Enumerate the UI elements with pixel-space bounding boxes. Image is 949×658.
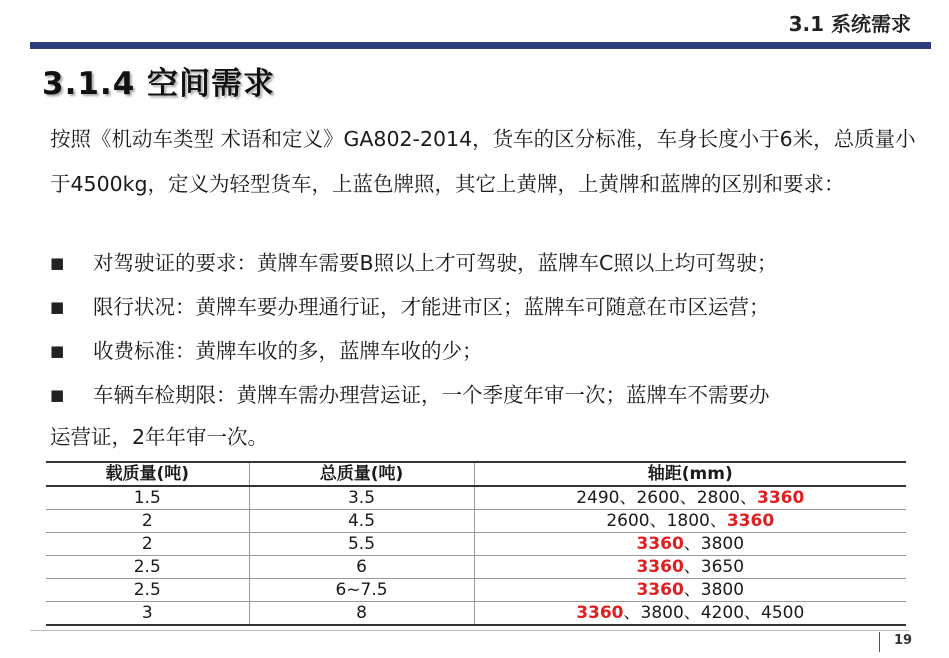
cell-wheelbase — [474, 510, 906, 533]
header-load: 载质量(吨) — [46, 462, 249, 486]
wheelbase-highlight: 3360 — [636, 557, 684, 577]
intro-paragraph: 按照《机动车类型 术语和定义》GA802-2014，货车的区分标准，车身长度小于6米，总质量小于4500kg，定义为轻型货车，上蓝色牌照，其它上黄牌，上黄牌和蓝牌的区别和要求： — [50, 127, 916, 196]
footer-rule — [30, 630, 909, 631]
cell-load: 1.5 — [46, 486, 249, 510]
bullet-square-icon: ■ — [50, 386, 65, 404]
table-row — [46, 579, 906, 602]
wheelbase-text: 、3650 — [683, 557, 745, 577]
wheelbase-text: 2600、1800、 — [606, 511, 727, 531]
wheelbase-text: 、3800 — [683, 580, 745, 600]
cell-wheelbase — [474, 579, 906, 602]
bullet-square-icon: ■ — [50, 254, 65, 272]
cell-wheelbase — [474, 486, 906, 510]
page-number-divider — [879, 632, 880, 652]
header-total: 总质量(吨) — [249, 462, 474, 486]
cell-total: 3.5 — [249, 486, 474, 510]
cell-total: 8 — [249, 602, 474, 626]
cell-load: 3 — [46, 602, 249, 626]
bullet-text: 对驾驶证的要求：黄牌车需要B照以上才可驾驶，蓝牌车C照以上均可驾驶； — [93, 251, 778, 275]
bullet-square-icon: ■ — [50, 342, 65, 360]
spec-table — [46, 461, 906, 626]
cell-wheelbase — [474, 602, 906, 626]
wheelbase-text: 2490、2600、2800、 — [576, 488, 757, 508]
list-item — [50, 329, 930, 373]
page-title: 3.1.4 空间需求 — [42, 66, 276, 102]
cell-load: 2.5 — [46, 579, 249, 602]
bullet-text: 车辆车检期限：黄牌车需办理营运证，一个季度年审一次；蓝牌车不需要办 — [93, 383, 770, 407]
page-number: 19 — [894, 633, 913, 648]
cell-total: 5.5 — [249, 533, 474, 556]
cell-wheelbase — [474, 556, 906, 579]
list-item — [50, 241, 930, 285]
bullet-square-icon: ■ — [50, 298, 65, 316]
table-header-row — [46, 462, 906, 486]
wheelbase-highlight: 3360 — [756, 488, 805, 508]
wheelbase-text: 、3800 — [683, 534, 745, 554]
cell-total: 6~7.5 — [249, 579, 474, 602]
section-label: 3.1 系统需求 — [788, 12, 911, 36]
wheelbase-highlight: 3360 — [636, 580, 684, 600]
table-row — [46, 602, 906, 626]
table-row — [46, 533, 906, 556]
table-row — [46, 556, 906, 579]
bullet-text: 限行状况：黄牌车要办理通行证，才能进市区；蓝牌车可随意在市区运营； — [93, 295, 770, 319]
list-item — [50, 373, 930, 459]
wheelbase-highlight: 3360 — [576, 603, 624, 623]
cell-wheelbase — [474, 533, 906, 556]
cell-total: 4.5 — [249, 510, 474, 533]
header-wheelbase: 轴距(mm) — [474, 462, 906, 486]
bullet-text: 收费标准：黄牌车收的多，蓝牌车收的少； — [93, 339, 483, 363]
wheelbase-highlight: 3360 — [636, 534, 684, 554]
table-row — [46, 510, 906, 533]
wheelbase-text: 、3800、4200、4500 — [623, 603, 805, 623]
cell-total: 6 — [249, 556, 474, 579]
cell-load: 2 — [46, 533, 249, 556]
cell-load: 2.5 — [46, 556, 249, 579]
list-item — [50, 285, 930, 329]
bullet-list — [50, 241, 930, 459]
header-rule — [30, 42, 931, 49]
cell-load: 2 — [46, 510, 249, 533]
wheelbase-highlight: 3360 — [726, 511, 775, 531]
table-row — [46, 486, 906, 510]
bullet-text-continuation: 运营证，2年年审一次。 — [50, 425, 269, 449]
